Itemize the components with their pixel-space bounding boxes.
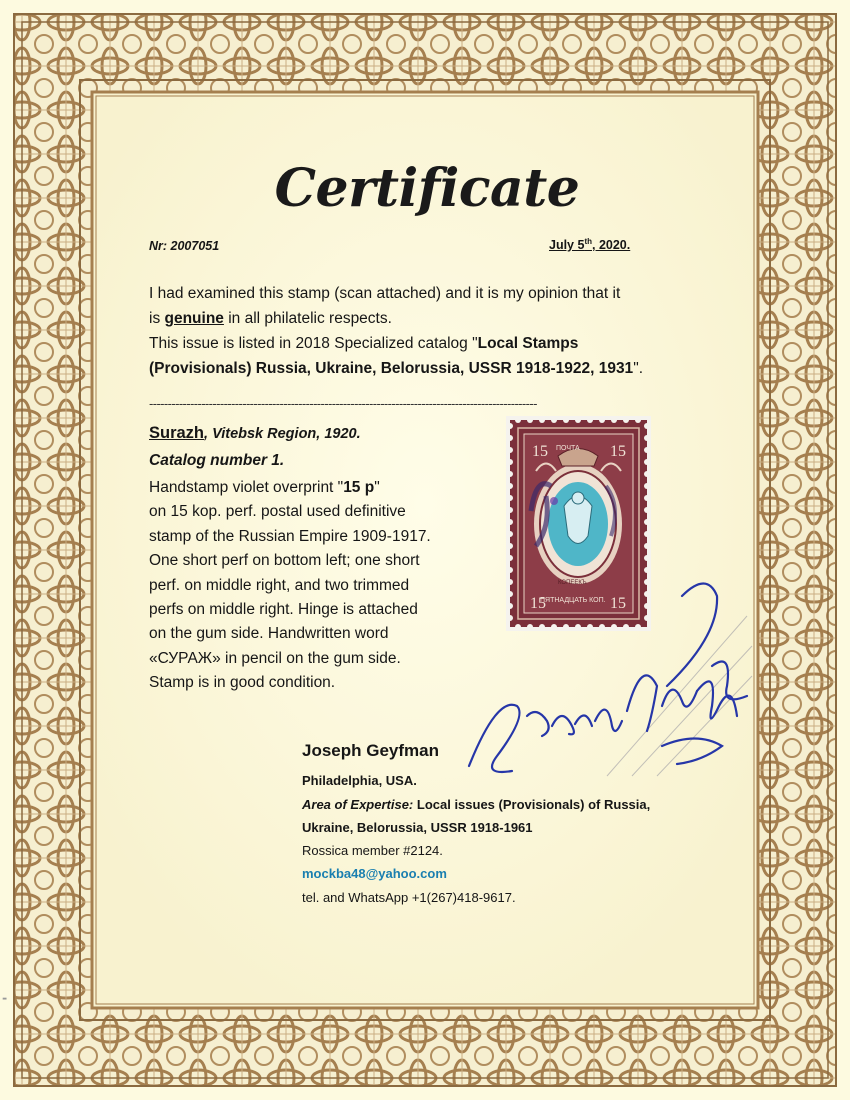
signer-expertise-cont: Ukraine, Belorussia, USSR 1918-1961 bbox=[302, 820, 533, 835]
description-line: on the gum side. Handwritten word bbox=[149, 625, 389, 643]
catalog-number: Catalog number 1. bbox=[149, 452, 285, 469]
signer-telephone: tel. and WhatsApp +1(267)418-9617. bbox=[302, 890, 516, 905]
certificate-body bbox=[97, 96, 757, 999]
certificate-title: Certificate bbox=[274, 158, 580, 219]
stamp-top-text: ПОЧТА bbox=[556, 445, 580, 452]
description-line: «СУРАЖ» in pencil on the gum side. bbox=[149, 649, 401, 667]
stamp-value-top-left: 15 bbox=[532, 443, 548, 460]
stamp-description bbox=[149, 476, 431, 696]
signer-expertise: Area of Expertise: Local issues (Provisionals) of Russia, bbox=[302, 797, 651, 812]
opinion-line-3: This issue is listed in 2018 Specialized catalog "Local Stamps bbox=[149, 335, 579, 352]
certificate-date: July 5th, 2020. bbox=[549, 237, 631, 253]
description-line: Stamp is in good condition. bbox=[149, 674, 336, 692]
stamp-value-bottom-left: 15 bbox=[530, 595, 546, 612]
separator-line: -------------------------------------------------------------------------------------------------------- bbox=[149, 396, 537, 411]
description-line: on 15 kop. perf. postal used definitive bbox=[149, 503, 406, 521]
printer-mark: ▮ bbox=[2, 997, 8, 1000]
description-line: One short perf on bottom left; one short bbox=[149, 552, 420, 570]
signer-email[interactable]: mockba48@yahoo.com bbox=[302, 866, 447, 881]
description-line: stamp of the Russian Empire 1909-1917. bbox=[149, 527, 431, 545]
stamp-value-bottom-right: 15 bbox=[610, 595, 626, 612]
signer-rossica: Rossica member #2124. bbox=[302, 843, 443, 858]
description-line: perf. on middle right, and two trimmed bbox=[149, 576, 410, 594]
signer-city: Philadelphia, USA. bbox=[302, 773, 417, 788]
stamp-bottom-text: ПЯТНАДЦАТЬ КОП. bbox=[540, 597, 606, 604]
handwritten-signature bbox=[457, 556, 757, 796]
certificate-number: Nr: 2007051 bbox=[149, 239, 220, 253]
stamp-value-top-right: 15 bbox=[610, 443, 626, 460]
description-line: perfs on middle right. Hinge is attached bbox=[149, 601, 418, 619]
opinion-line-2: is genuine in all philatelic respects. bbox=[149, 310, 392, 327]
opinion-line-1: I had examined this stamp (scan attached) and it is my opinion that it bbox=[149, 285, 621, 302]
signer-name: Joseph Geyfman bbox=[302, 741, 439, 760]
stamp-mid-text: КОПЕЕКЪ bbox=[558, 580, 587, 586]
opinion-line-4: (Provisionals) Russia, Ukraine, Belorussia, USSR 1918-1922, 1931". bbox=[149, 360, 643, 377]
stamp-origin: Surazh, Vitebsk Region, 1920. bbox=[149, 424, 361, 442]
description-line: Handstamp violet overprint "15 p" bbox=[149, 479, 380, 496]
